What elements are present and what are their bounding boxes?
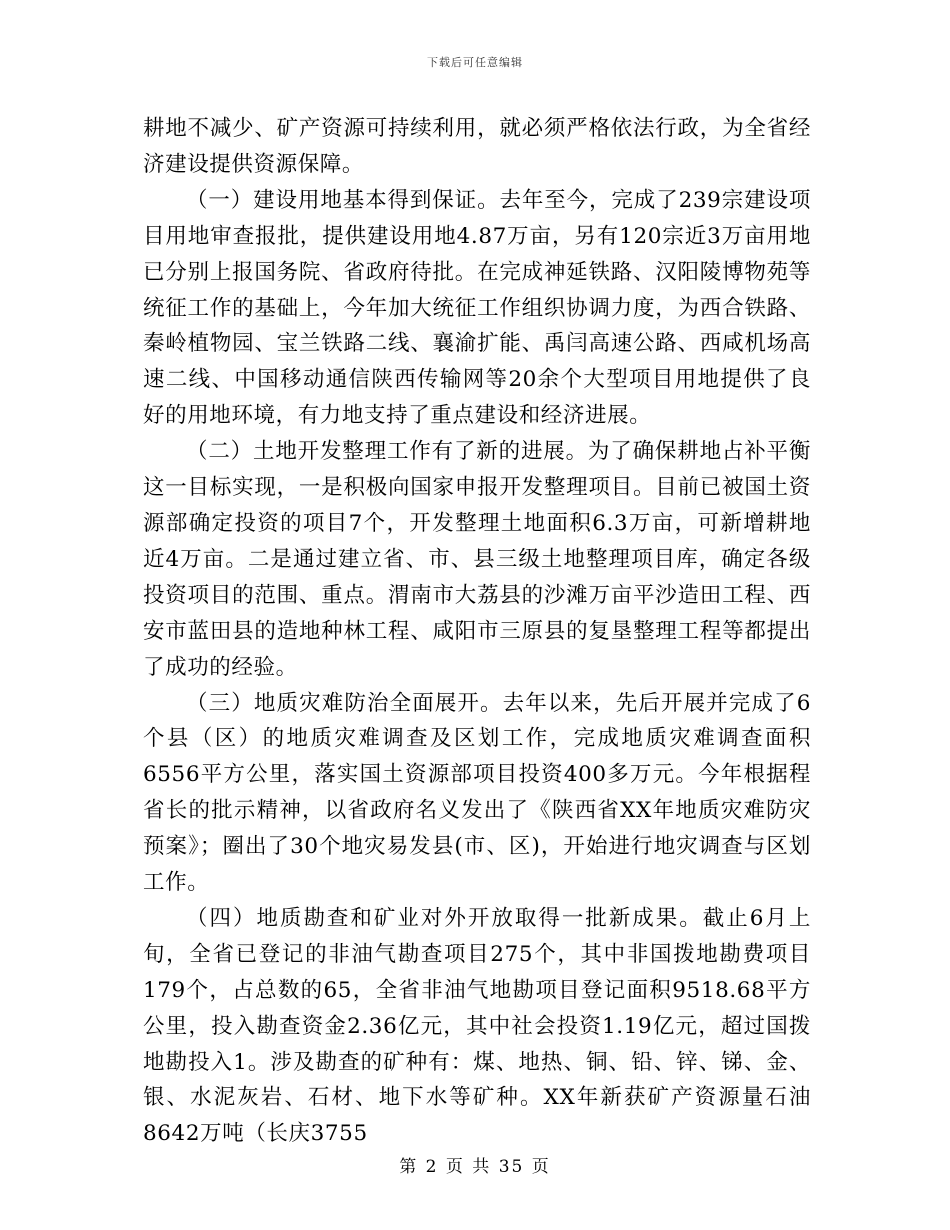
paragraph-section-1: （一）建设用地基本得到保证。去年至今，完成了239宗建设项目用地审查报批，提供建设用地4.87万亩，另有120宗近3万亩用地已分别上报国务院、省政府待批。在完成神延铁路、汉阳陵博物苑等统征工作的基础上，今年加大统征工作组织协调力度，为西合铁路、秦岭植物园、宝兰铁路二线、襄渝扩能、禹闫高速公路、西咸机场高速二线、中国移动通信陕西传输网等20余个大型项目用地提供了良好的用地环境，有力地支持了重点建设和经济进展。	[143, 187, 811, 429]
paragraph-section-2: （二）土地开发整理工作有了新的进展。为了确保耕地占补平衡这一目标实现，一是积极向国家申报开发整理项目。目前已被国土资源部确定投资的项目7个，开发整理土地面积6.3万亩，可新增耕地近4万亩。二是通过建立省、市、县三级土地整理项目库，确定各级投资项目的范围、重点。渭南市大荔县的沙滩万亩平沙造田工程、西安市蓝田县的造地种林工程、咸阳市三原县的复垦整理工程等都提出了成功的经验。	[143, 439, 811, 680]
paragraph-section-4: （四）地质勘查和矿业对外开放取得一批新成果。截止6月上旬，全省已登记的非油气勘查项目275个，其中非国拨地勘费项目179个，占总数的65，全省非油气地勘项目登记面积9518.68平方公里，投入勘查资金2.36亿元，其中社会投资1.19亿元，超过国拨地勘投入1。涉及勘查的矿种有：煤、地热、铜、铅、锌、锑、金、银、水泥灰岩、石材、地下水等矿种。XX年新获矿产资源量石油8642万吨（长庆3755	[143, 905, 811, 1147]
page-header: 下载后可任意编辑	[427, 56, 523, 69]
page-number-footer: 第 2 页 共 35 页	[399, 1157, 551, 1177]
document-body	[143, 111, 811, 1152]
paragraph-section-3: （三）地质灾难防治全面展开。去年以来，先后开展并完成了6个县（区）的地质灾难调查及区划工作，完成地质灾难调查面积6556平方公里，落实国土资源部项目投资400多万元。今年根据程省长的批示精神，以省政府名义发出了《陕西省XX年地质灾难防灾预案》；圈出了30个地灾易发县(市、区)，开始进行地灾调查与区划工作。	[143, 690, 811, 896]
paragraph-continuation: 耕地不减少、矿产资源可持续利用，就必须严格依法行政，为全省经济建设提供资源保障。	[143, 116, 811, 177]
